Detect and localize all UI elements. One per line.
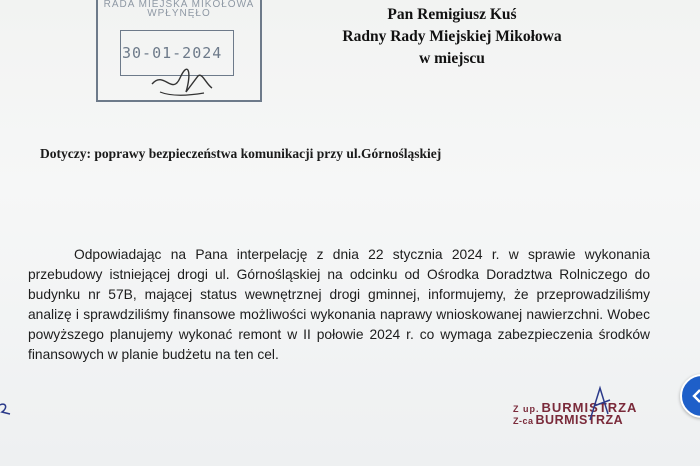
received-stamp	[96, 0, 262, 102]
stamp-signature-icon	[146, 66, 216, 100]
stamp-header: RADA MIEJSKA MIKOŁOWA WPŁYNĘŁO	[103, 0, 255, 19]
addressee-block	[318, 4, 586, 70]
signature-icon	[586, 384, 616, 424]
signoff-line-2: Z-ca BURMISTRZA	[513, 413, 624, 427]
edge-scribble-icon	[0, 402, 12, 416]
stamp-date: 30-01-2024	[122, 44, 223, 62]
addressee-name: Pan Remigiusz Kuś	[387, 6, 517, 23]
addressee-title: Radny Rady Miejskiej Mikołowa	[342, 28, 562, 45]
addressee-location: w miejscu	[419, 50, 485, 67]
body-paragraph: Odpowiadając na Pana interpelację z dnia 22 stycznia 2024 r. w sprawie wykonania przebudowy istniejącej drogi ul. Górnośląskiej na odcinku od Ośrodka Doradztwa Rolniczego do budynku nr 57B, mającej status wewnętrznej drogi gminnej, informujemy, że przeprowadziliśmy analizę i sprawdziliśmy finansowe możliwości wykonania naprawy wnioskowanej nawierzchni. Wobec powyższego planujemy wykonać remont w II połowie 2024 r. co wymaga zabezpieczenia środków finansowych w planie budżetu na ten cel.	[28, 247, 650, 362]
subject-line: Dotyczy: poprawy bezpieczeństwa komunikacji przy ul.Górnośląskiej	[40, 146, 442, 161]
signoff-line-1: Z up. BURMISTRZA	[513, 400, 638, 415]
arrow-icon	[686, 376, 700, 416]
